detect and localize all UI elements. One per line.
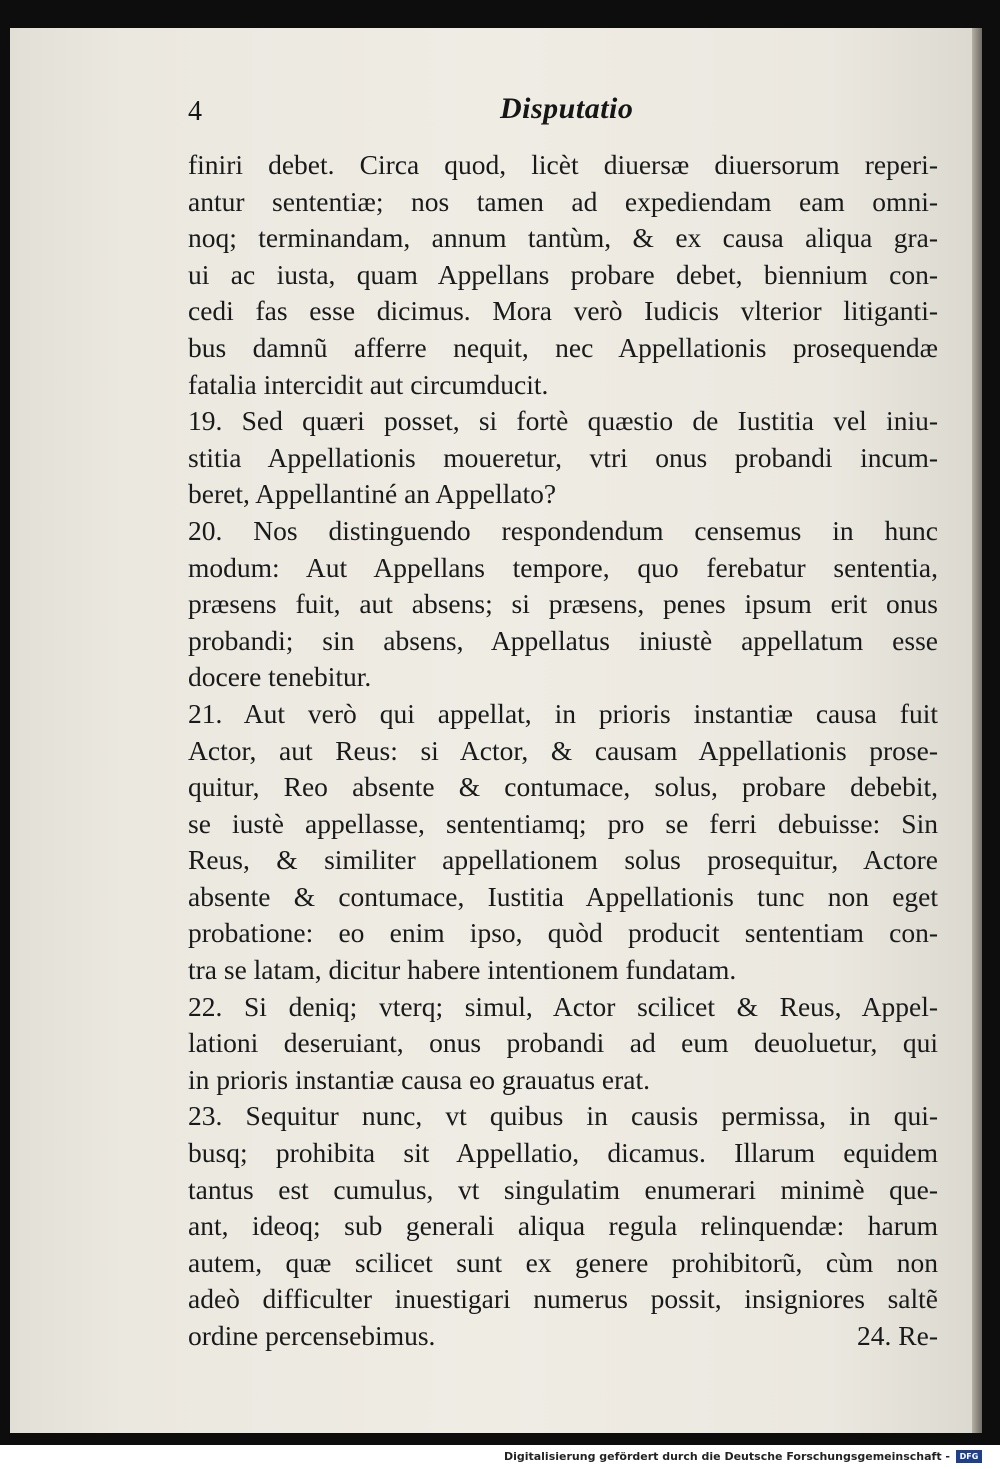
text-line: antur sententiæ; nos tamen ad expediendam eam omni- xyxy=(188,185,938,217)
page-number: 4 xyxy=(188,96,202,127)
text-line: probandi; sin absens, Appellatus iniustè appellatum esse xyxy=(188,624,938,656)
running-title: Disputatio xyxy=(500,92,634,125)
text-line: 21. Aut verò qui appellat, in prioris instantiæ causa fuit xyxy=(188,697,938,729)
text-line: tantus est cumulus, vt singulatim enumerari minimè que- xyxy=(188,1173,938,1205)
text-line: ui ac iusta, quam Appellans probare debet, biennium con- xyxy=(188,258,938,290)
text-line: Reus, & similiter appellationem solus prosequitur, Actore xyxy=(188,844,938,876)
text-line: finiri debet. Circa quod, licèt diuersæ diuersorum reperi- xyxy=(188,149,938,180)
text-line: ant, ideoq; sub generali aliqua regula relinquendæ: harum xyxy=(188,1210,938,1242)
text-line: absente & contumace, Iustitia Appellationis tunc non eget xyxy=(188,880,938,912)
text-line: se iustè appellasse, sententiamq; pro se ferri debuisse: Sin xyxy=(188,807,938,839)
text-line: tra se latam, dicitur habere intentionem fundatam. xyxy=(188,954,737,986)
text-line: probatione: eo enim ipso, quòd producit sententiam con- xyxy=(188,917,938,949)
running-head xyxy=(0,92,1000,132)
final-line xyxy=(188,1318,938,1355)
text-line: 19. Sed quæri posset, si fortè quæstio de Iustitia vel iniu- xyxy=(188,405,938,437)
catchword: 24. Re- xyxy=(857,1320,938,1351)
text-line: 23. Sequitur nunc, vt quibus in causis permissa, in qui- xyxy=(188,1100,938,1132)
text-line: adeò difficulter inuestigari numerus possit, insigniores saltẽ xyxy=(188,1283,938,1315)
text-line: modum: Aut Appellans tempore, quo ferebatur sententia, xyxy=(188,551,938,583)
dfg-logo-icon: DFG xyxy=(956,1450,982,1463)
text-line: ordine percensebimus. xyxy=(188,1320,436,1351)
body-text xyxy=(188,147,938,1355)
text-line: lationi deseruiant, onus probandi ad eum deuoluetur, qui xyxy=(188,1027,938,1059)
text-line: stitia Appellationis moueretur, vtri onus probandi incum- xyxy=(188,441,938,473)
text-line: 22. Si deniq; vterq; simul, Actor scilicet & Reus, Appel- xyxy=(188,990,938,1022)
text-line: quitur, Reo absente & contumace, solus, probare debebit, xyxy=(188,771,938,803)
text-line: autem, quæ scilicet sunt ex genere prohibitorũ, cùm non xyxy=(188,1246,938,1278)
text-line: Actor, aut Reus: si Actor, & causam Appellationis prose- xyxy=(188,734,938,766)
text-line: noq; terminandam, annum tantùm, & ex causa aliqua gra- xyxy=(188,222,938,254)
text-line: fatalia intercidit aut circumducit. xyxy=(188,368,549,400)
text-line: cedi fas esse dicimus. Mora verò Iudicis vlterior litiganti- xyxy=(188,295,938,327)
footer-credit: Digitalisierung gefördert durch die Deutsche Forschungsgemeinschaft - xyxy=(503,1450,950,1463)
text-line: præsens fuit, aut absens; si præsens, penes ipsum erit onus xyxy=(188,588,938,620)
page-edge xyxy=(972,28,982,1433)
text-line: bus damnũ afferre nequit, nec Appellationis prosequendæ xyxy=(188,331,938,363)
text-line: docere tenebitur. xyxy=(188,661,372,693)
text-line: 20. Nos distinguendo respondendum censemus in hunc xyxy=(188,514,938,546)
digitization-footer xyxy=(0,1445,1000,1469)
text-line: beret, Appellantiné an Appellato? xyxy=(188,478,557,510)
text-line: in prioris instantiæ causa eo grauatus erat. xyxy=(188,1063,651,1095)
text-line: busq; prohibita sit Appellatio, dicamus. Illarum equidem xyxy=(188,1137,938,1169)
